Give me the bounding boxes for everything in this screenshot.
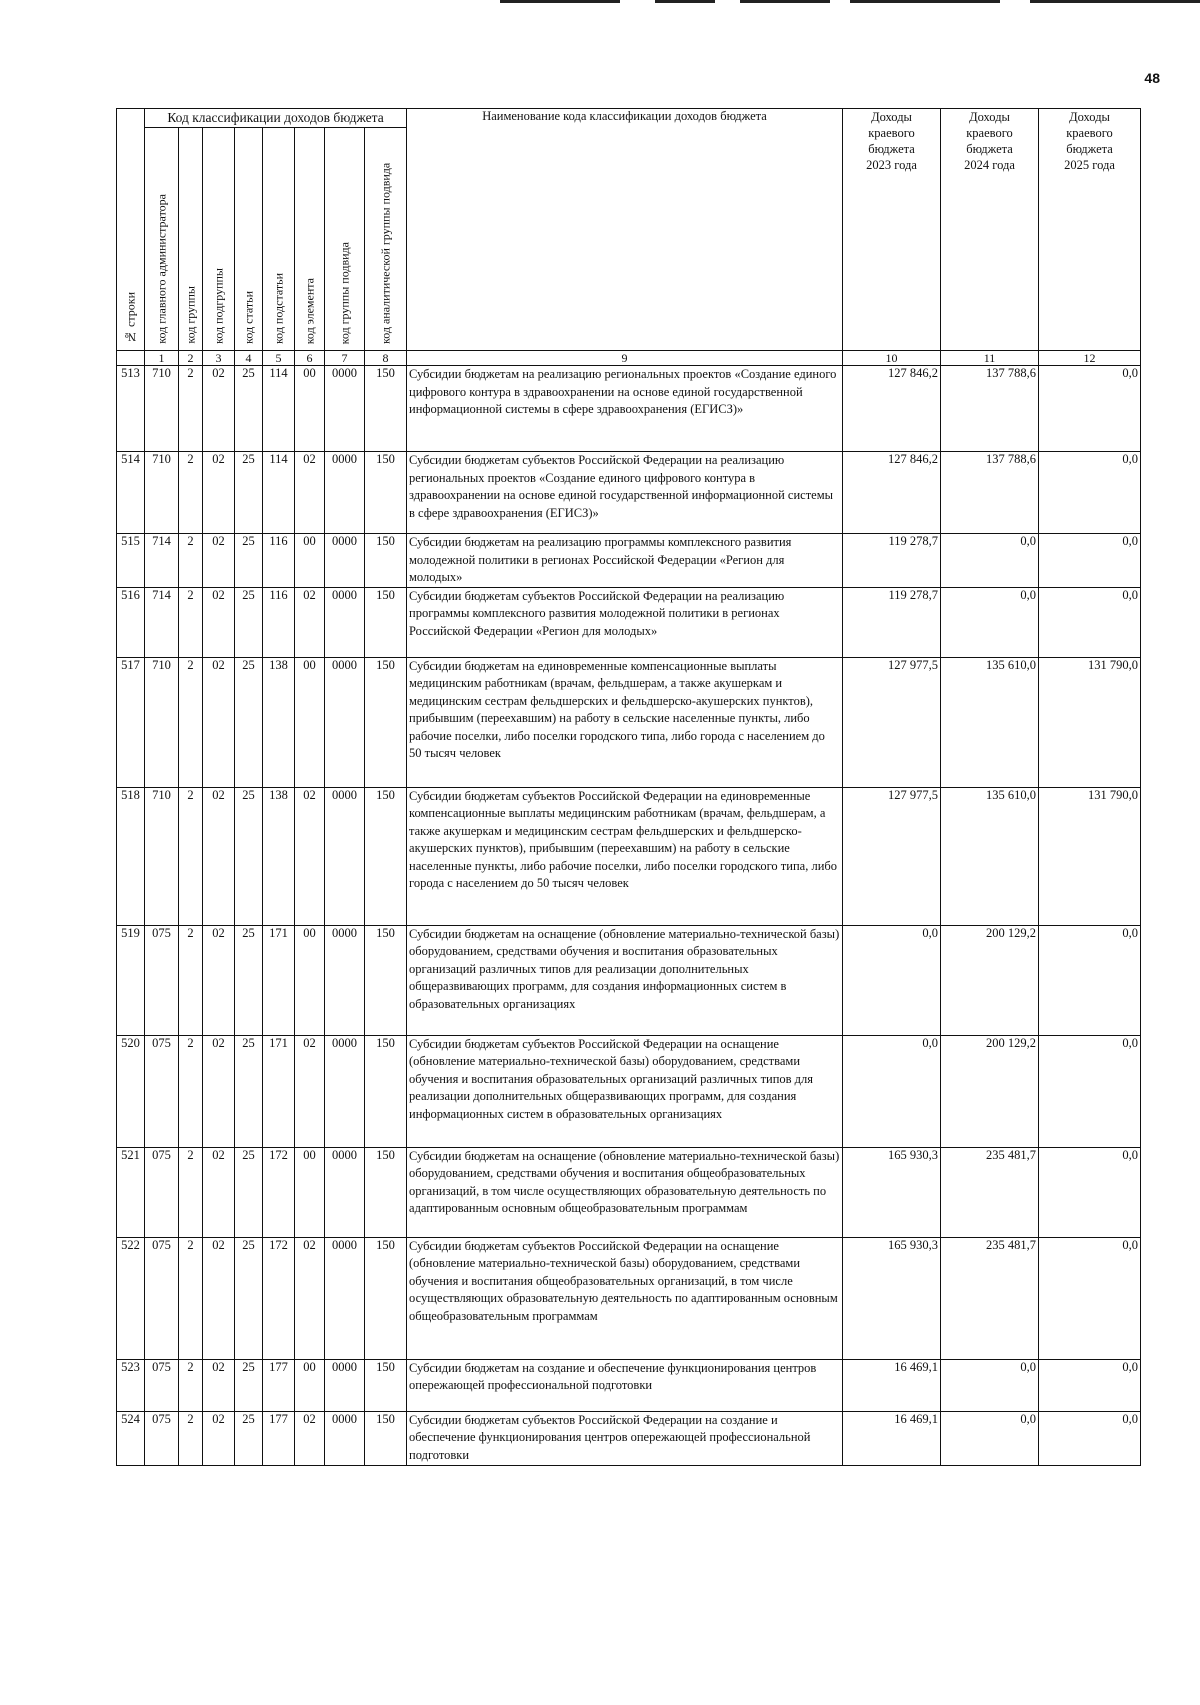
header-year-2024: Доходы краевого бюджета 2024 года — [941, 109, 1039, 351]
column-number — [117, 351, 145, 366]
subgroup-code: 02 — [203, 587, 235, 657]
subarticle-code: 177 — [263, 1359, 295, 1411]
revenue-2023: 119 278,7 — [843, 534, 941, 588]
header-code-group: Код классификации доходов бюджета — [145, 109, 407, 128]
revenue-2025: 0,0 — [1039, 1411, 1141, 1465]
analytic-group-code: 150 — [365, 1237, 407, 1359]
article-code: 25 — [235, 925, 263, 1035]
revenue-2024: 200 129,2 — [941, 1035, 1039, 1147]
admin-code: 075 — [145, 1147, 179, 1237]
row-number: 522 — [117, 1237, 145, 1359]
element-code: 02 — [295, 1237, 325, 1359]
revenue-name: Субсидии бюджетам субъектов Российской Федерации на единовременные компенсационные выплаты медицинским работникам (врачам, фельдшерам, а также акушеркам и медицинским сестрам фельдшерских и фельдшерско-акушерских пунктов), прибывшим (переехавшим) на работу в сельские населенные пункты, либо рабочие поселки, либо поселки городского типа, либо города с населением до 50 тысяч человек — [407, 787, 843, 925]
subarticle-code: 114 — [263, 366, 295, 452]
analytic-group-code: 150 — [365, 925, 407, 1035]
subtype-group-code: 0000 — [325, 925, 365, 1035]
scan-edge-line — [655, 0, 715, 3]
subgroup-code: 02 — [203, 1359, 235, 1411]
element-code: 00 — [295, 657, 325, 787]
header-admin-code: код главного администратора — [145, 128, 179, 351]
admin-code: 714 — [145, 587, 179, 657]
header-subtype-group-code: код группы подвида — [325, 128, 365, 351]
group-code: 2 — [179, 1411, 203, 1465]
revenue-name: Субсидии бюджетам субъектов Российской Федерации на создание и обеспечение функционирования центров опережающей профессиональной подготовки — [407, 1411, 843, 1465]
page-number: 48 — [1144, 70, 1160, 86]
table-row — [117, 1411, 1141, 1465]
subgroup-code: 02 — [203, 657, 235, 787]
row-number: 517 — [117, 657, 145, 787]
admin-code: 075 — [145, 1237, 179, 1359]
scan-edge-line — [1030, 0, 1200, 3]
column-number: 2 — [179, 351, 203, 366]
analytic-group-code: 150 — [365, 1035, 407, 1147]
article-code: 25 — [235, 1359, 263, 1411]
element-code: 00 — [295, 534, 325, 588]
revenue-2024: 235 481,7 — [941, 1147, 1039, 1237]
header-analytic-group-code: код аналитической группы подвида — [365, 128, 407, 351]
subarticle-code: 172 — [263, 1147, 295, 1237]
revenue-2024: 0,0 — [941, 534, 1039, 588]
element-code: 00 — [295, 366, 325, 452]
revenue-2025: 0,0 — [1039, 1035, 1141, 1147]
group-code: 2 — [179, 452, 203, 534]
element-code: 00 — [295, 1359, 325, 1411]
revenue-2025: 0,0 — [1039, 1237, 1141, 1359]
table-row — [117, 657, 1141, 787]
subarticle-code: 172 — [263, 1237, 295, 1359]
revenue-2025: 0,0 — [1039, 534, 1141, 588]
table-body — [117, 366, 1141, 1466]
element-code: 02 — [295, 787, 325, 925]
admin-code: 075 — [145, 925, 179, 1035]
row-number: 521 — [117, 1147, 145, 1237]
group-code: 2 — [179, 1237, 203, 1359]
scan-edge-line — [850, 0, 1000, 3]
row-number: 515 — [117, 534, 145, 588]
revenue-2023: 0,0 — [843, 1035, 941, 1147]
revenue-name: Субсидии бюджетам на единовременные компенсационные выплаты медицинским работникам (врачам, фельдшерам, а также акушеркам и медицинским сестрам фельдшерских и фельдшерско-акушерских пунктов), прибывшим (переехавшим) на работу в сельские населенные пункты, либо рабочие поселки, либо поселки городского типа, либо города с населением до 50 тысяч человек — [407, 657, 843, 787]
scan-edge-line — [500, 0, 620, 3]
admin-code: 710 — [145, 452, 179, 534]
revenue-name: Субсидии бюджетам на реализацию программы комплексного развития молодежной политики в регионах Российской Федерации «Регион для молодых» — [407, 534, 843, 588]
element-code: 02 — [295, 1411, 325, 1465]
article-code: 25 — [235, 587, 263, 657]
revenue-2024: 135 610,0 — [941, 787, 1039, 925]
analytic-group-code: 150 — [365, 587, 407, 657]
analytic-group-code: 150 — [365, 1147, 407, 1237]
subarticle-code: 116 — [263, 587, 295, 657]
column-number: 9 — [407, 351, 843, 366]
row-number: 523 — [117, 1359, 145, 1411]
admin-code: 710 — [145, 657, 179, 787]
table-row — [117, 587, 1141, 657]
revenue-name: Субсидии бюджетам на реализацию региональных проектов «Создание единого цифрового контура в здравоохранении на основе единой государственной информационной системы в сфере здравоохранения (ЕГИСЗ)» — [407, 366, 843, 452]
group-code: 2 — [179, 1147, 203, 1237]
row-number: 518 — [117, 787, 145, 925]
subtype-group-code: 0000 — [325, 1237, 365, 1359]
subgroup-code: 02 — [203, 452, 235, 534]
admin-code: 075 — [145, 1359, 179, 1411]
admin-code: 710 — [145, 787, 179, 925]
revenue-2023: 165 930,3 — [843, 1237, 941, 1359]
column-number: 5 — [263, 351, 295, 366]
subarticle-code: 138 — [263, 657, 295, 787]
subtype-group-code: 0000 — [325, 1359, 365, 1411]
row-number: 514 — [117, 452, 145, 534]
element-code: 00 — [295, 1147, 325, 1237]
column-number: 3 — [203, 351, 235, 366]
revenue-2023: 127 846,2 — [843, 366, 941, 452]
subgroup-code: 02 — [203, 787, 235, 925]
row-number: 520 — [117, 1035, 145, 1147]
revenue-name: Субсидии бюджетам на оснащение (обновление материально-технической базы) оборудованием, средствами обучения и воспитания общеобразовательных организаций, в том числе осуществляющих образовательную деятельность по адаптированным основным общеобразовательным программам — [407, 1147, 843, 1237]
group-code: 2 — [179, 366, 203, 452]
column-number: 7 — [325, 351, 365, 366]
header-element-code: код элемента — [295, 128, 325, 351]
subtype-group-code: 0000 — [325, 657, 365, 787]
revenue-2025: 0,0 — [1039, 1359, 1141, 1411]
subarticle-code: 177 — [263, 1411, 295, 1465]
column-number: 12 — [1039, 351, 1141, 366]
column-number: 4 — [235, 351, 263, 366]
row-number: 516 — [117, 587, 145, 657]
revenue-2023: 165 930,3 — [843, 1147, 941, 1237]
subtype-group-code: 0000 — [325, 587, 365, 657]
header-subarticle-code: код подстатьи — [263, 128, 295, 351]
subtype-group-code: 0000 — [325, 534, 365, 588]
group-code: 2 — [179, 587, 203, 657]
analytic-group-code: 150 — [365, 787, 407, 925]
revenue-name: Субсидии бюджетам субъектов Российской Федерации на оснащение (обновление материально-технической базы) оборудованием, средствами обучения и воспитания образовательных организаций различных типов для реализации дополнительных общеразвивающих программ, для создания информационных систем в образовательных организациях — [407, 1035, 843, 1147]
header-year-2023: Доходы краевого бюджета 2023 года — [843, 109, 941, 351]
revenue-name: Субсидии бюджетам субъектов Российской Федерации на реализацию региональных проектов «Создание единого цифрового контура в здравоохранении на основе единой государственной информационной системы в сфере здравоохранения (ЕГИСЗ)» — [407, 452, 843, 534]
analytic-group-code: 150 — [365, 534, 407, 588]
revenue-2025: 0,0 — [1039, 925, 1141, 1035]
subgroup-code: 02 — [203, 1147, 235, 1237]
revenue-2025: 0,0 — [1039, 587, 1141, 657]
group-code: 2 — [179, 657, 203, 787]
subtype-group-code: 0000 — [325, 452, 365, 534]
revenue-2025: 0,0 — [1039, 452, 1141, 534]
table-row — [117, 1237, 1141, 1359]
revenue-2024: 200 129,2 — [941, 925, 1039, 1035]
column-number: 11 — [941, 351, 1039, 366]
revenue-classification-table — [116, 108, 1141, 1466]
article-code: 25 — [235, 1411, 263, 1465]
revenue-2025: 131 790,0 — [1039, 787, 1141, 925]
revenue-2025: 0,0 — [1039, 366, 1141, 452]
admin-code: 710 — [145, 366, 179, 452]
column-number: 6 — [295, 351, 325, 366]
article-code: 25 — [235, 787, 263, 925]
revenue-2024: 137 788,6 — [941, 366, 1039, 452]
revenue-2023: 0,0 — [843, 925, 941, 1035]
group-code: 2 — [179, 787, 203, 925]
table-row — [117, 452, 1141, 534]
revenue-name: Субсидии бюджетам субъектов Российской Федерации на оснащение (обновление материально-технической базы) оборудованием, средствами обучения и воспитания общеобразовательных организаций, в том числе осуществляющих образовательную деятельность по адаптированным основным общеобразовательным программам — [407, 1237, 843, 1359]
revenue-2023: 127 977,5 — [843, 657, 941, 787]
subgroup-code: 02 — [203, 1035, 235, 1147]
element-code: 00 — [295, 925, 325, 1035]
group-code: 2 — [179, 925, 203, 1035]
analytic-group-code: 150 — [365, 657, 407, 787]
table-row — [117, 366, 1141, 452]
subtype-group-code: 0000 — [325, 1035, 365, 1147]
revenue-2025: 0,0 — [1039, 1147, 1141, 1237]
subarticle-code: 114 — [263, 452, 295, 534]
article-code: 25 — [235, 452, 263, 534]
revenue-2023: 127 977,5 — [843, 787, 941, 925]
row-number: 513 — [117, 366, 145, 452]
column-number-row — [117, 351, 1141, 366]
revenue-2024: 0,0 — [941, 1411, 1039, 1465]
revenue-2024: 137 788,6 — [941, 452, 1039, 534]
group-code: 2 — [179, 534, 203, 588]
revenue-2023: 119 278,7 — [843, 587, 941, 657]
revenue-2024: 0,0 — [941, 1359, 1039, 1411]
subgroup-code: 02 — [203, 366, 235, 452]
subarticle-code: 116 — [263, 534, 295, 588]
element-code: 02 — [295, 1035, 325, 1147]
analytic-group-code: 150 — [365, 1411, 407, 1465]
article-code: 25 — [235, 1237, 263, 1359]
table-row — [117, 1359, 1141, 1411]
subgroup-code: 02 — [203, 925, 235, 1035]
article-code: 25 — [235, 657, 263, 787]
revenue-2024: 135 610,0 — [941, 657, 1039, 787]
subtype-group-code: 0000 — [325, 1147, 365, 1237]
table-row — [117, 1147, 1141, 1237]
group-code: 2 — [179, 1359, 203, 1411]
revenue-name: Субсидии бюджетам на создание и обеспечение функционирования центров опережающей профессиональной подготовки — [407, 1359, 843, 1411]
element-code: 02 — [295, 452, 325, 534]
header-row-number: № строки — [117, 109, 145, 351]
table-row — [117, 787, 1141, 925]
admin-code: 075 — [145, 1411, 179, 1465]
revenue-2024: 0,0 — [941, 587, 1039, 657]
table-row — [117, 1035, 1141, 1147]
header-group-code: код группы — [179, 128, 203, 351]
header-subgroup-code: код подгруппы — [203, 128, 235, 351]
table-row — [117, 925, 1141, 1035]
subarticle-code: 171 — [263, 925, 295, 1035]
row-number: 519 — [117, 925, 145, 1035]
header-name: Наименование кода классификации доходов бюджета — [407, 109, 843, 351]
revenue-name: Субсидии бюджетам субъектов Российской Федерации на реализацию программы комплексного развития молодежной политики в регионах Российской Федерации «Регион для молодых» — [407, 587, 843, 657]
article-code: 25 — [235, 1147, 263, 1237]
subgroup-code: 02 — [203, 1411, 235, 1465]
subtype-group-code: 0000 — [325, 787, 365, 925]
header-year-2025: Доходы краевого бюджета 2025 года — [1039, 109, 1141, 351]
row-number: 524 — [117, 1411, 145, 1465]
revenue-2023: 16 469,1 — [843, 1359, 941, 1411]
revenue-2023: 127 846,2 — [843, 452, 941, 534]
element-code: 02 — [295, 587, 325, 657]
subtype-group-code: 0000 — [325, 366, 365, 452]
subarticle-code: 171 — [263, 1035, 295, 1147]
revenue-2024: 235 481,7 — [941, 1237, 1039, 1359]
header-article-code: код статьи — [235, 128, 263, 351]
subgroup-code: 02 — [203, 1237, 235, 1359]
article-code: 25 — [235, 366, 263, 452]
article-code: 25 — [235, 1035, 263, 1147]
admin-code: 714 — [145, 534, 179, 588]
analytic-group-code: 150 — [365, 366, 407, 452]
column-number: 1 — [145, 351, 179, 366]
analytic-group-code: 150 — [365, 1359, 407, 1411]
subarticle-code: 138 — [263, 787, 295, 925]
table-row — [117, 534, 1141, 588]
subtype-group-code: 0000 — [325, 1411, 365, 1465]
group-code: 2 — [179, 1035, 203, 1147]
column-number: 8 — [365, 351, 407, 366]
revenue-name: Субсидии бюджетам на оснащение (обновление материально-технической базы) оборудованием, средствами обучения и воспитания образовательных организаций различных типов для реализации дополнительных общеразвивающих программ, для создания информационных систем в образовательных организациях — [407, 925, 843, 1035]
article-code: 25 — [235, 534, 263, 588]
revenue-2025: 131 790,0 — [1039, 657, 1141, 787]
scan-edge-line — [740, 0, 830, 3]
revenue-2023: 16 469,1 — [843, 1411, 941, 1465]
admin-code: 075 — [145, 1035, 179, 1147]
column-number: 10 — [843, 351, 941, 366]
analytic-group-code: 150 — [365, 452, 407, 534]
subgroup-code: 02 — [203, 534, 235, 588]
